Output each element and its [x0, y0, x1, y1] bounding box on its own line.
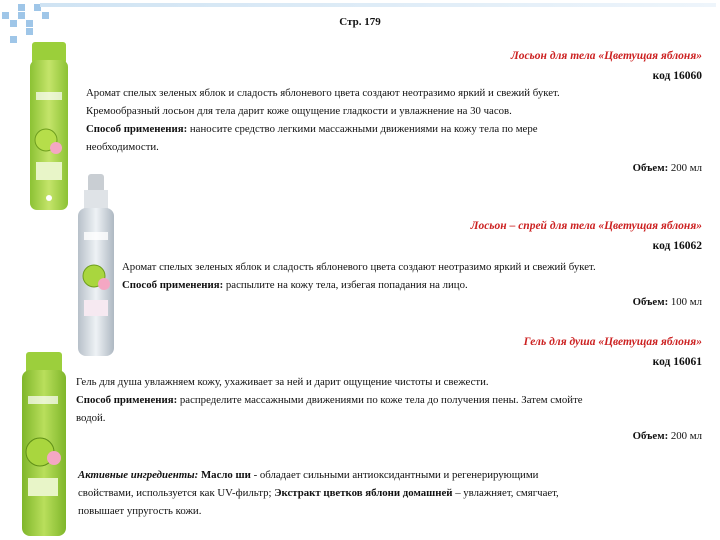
description-line: Аромат спелых зеленых яблок и сладость яблоневого цвета создают неотразимо яркий и свежий букет. [122, 261, 596, 273]
top-rule [40, 3, 716, 7]
usage-text: наносите средство легкими массажными движениями на кожу тела по мере [189, 123, 538, 135]
usage-line [76, 391, 712, 409]
product-title: Лосьон для тела «Цветущая яблоня» [510, 50, 702, 62]
usage-line [86, 120, 706, 138]
usage-label: Способ применения: [76, 394, 178, 406]
product-code: код 16061 [652, 356, 702, 368]
product-description [122, 258, 712, 294]
usage-text: распределите массажными движениями по коже тела до получения пены. Затем смойте [179, 394, 583, 406]
product-description [86, 84, 706, 156]
volume-value: 200 мл [670, 430, 702, 442]
product-description [76, 373, 712, 427]
shower-gel-bottle-image [16, 348, 74, 538]
lotion-bottle-image [24, 40, 74, 212]
usage-label: Способ применения: [86, 123, 188, 135]
product-code: код 16060 [652, 70, 702, 82]
active-ingredients [78, 466, 714, 520]
description-line: Кремообразный лосьон для тела дарит коже ощущение гладкости и увлажнение на 30 часов. [86, 105, 512, 117]
product-code: код 16062 [652, 240, 702, 252]
volume-label: Объем: [632, 162, 669, 174]
usage-text-cont: необходимости. [86, 141, 159, 153]
usage-line [122, 276, 712, 294]
volume-value: 100 мл [670, 296, 702, 308]
ingredients-line [78, 466, 714, 484]
volume-value: 200 мл [670, 162, 702, 174]
apple-extract-label: Экстракт цветков яблони домашней [274, 487, 453, 499]
product-volume [633, 296, 702, 308]
product-title: Гель для душа «Цветущая яблоня» [523, 336, 702, 348]
product-title: Лосьон – спрей для тела «Цветущая яблоня» [470, 220, 702, 232]
volume-label: Объем: [632, 296, 669, 308]
volume-label: Объем: [632, 430, 669, 442]
usage-text: распылите на кожу тела, избегая попадания на лицо. [225, 279, 468, 291]
product-volume [633, 162, 702, 174]
shea-text: - обладает сильными антиоксидантными и регенерирующими [253, 469, 539, 481]
shea-label: Масло ши [200, 469, 251, 481]
usage-label: Способ применения: [122, 279, 224, 291]
page-number: Стр. 179 [339, 16, 381, 28]
description-line: Аромат спелых зеленых яблок и сладость яблоневого цвета создают неотразимо яркий и свежий букет. [86, 87, 560, 99]
product-volume [633, 430, 702, 442]
ingredients-label: Активные ингредиенты: [78, 469, 199, 481]
ingredients-text: повышает упругость кожи. [78, 505, 202, 517]
description-line: Гель для душа увлажняем кожу, ухаживает за ней и дарит ощущение чистоты и свежести. [76, 376, 489, 388]
usage-text-cont: водой. [76, 412, 106, 424]
ingredients-text: – увлажняет, смягчает, [455, 487, 559, 499]
ingredients-line [78, 484, 714, 502]
ingredients-text: свойствами, используется как UV-фильтр; [78, 487, 272, 499]
spray-bottle-image [70, 170, 122, 360]
